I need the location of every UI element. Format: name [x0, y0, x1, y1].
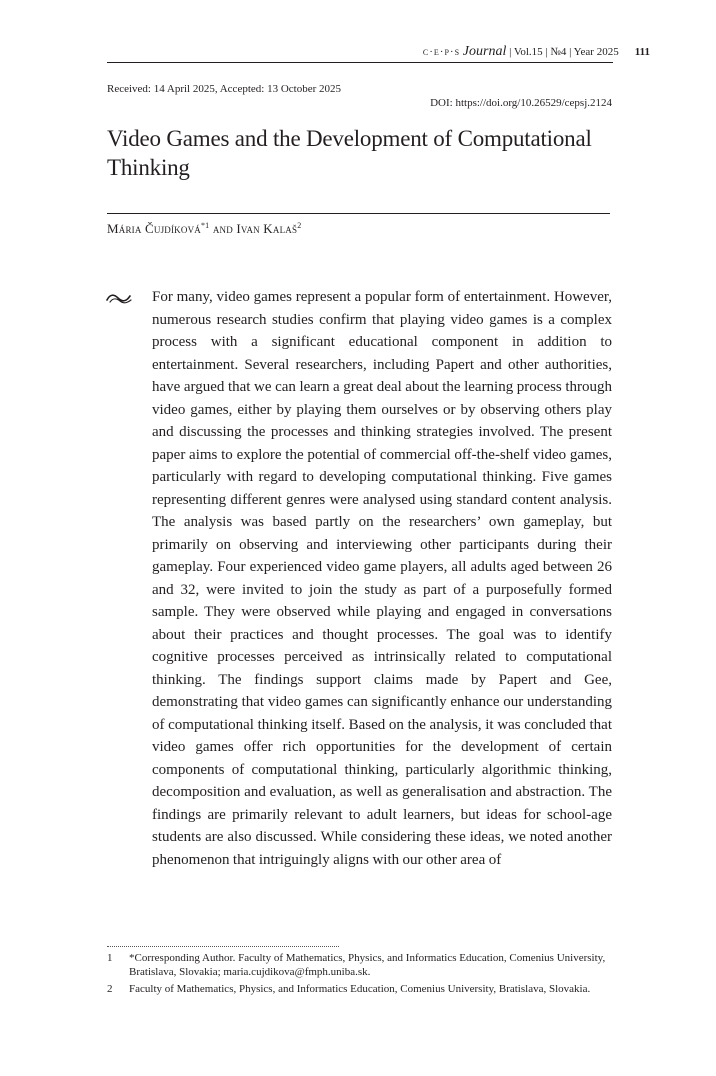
- footnote-1-text: *Corresponding Author. Faculty of Mathematics, Physics, and Informatics Education, Comenius University, Bratislava, Slovakia; maria.cujdikova@fmph.uniba.sk.: [129, 952, 606, 978]
- author-2-footnote-mark: 2: [297, 221, 302, 230]
- running-header: [107, 44, 650, 60]
- page-number: 111: [634, 46, 650, 58]
- received-accepted-dates: Received: 14 April 2025, Accepted: 13 October 2025: [107, 83, 341, 95]
- footnote-divider: [107, 946, 339, 947]
- footnote-1-number: 1: [107, 952, 113, 964]
- author-1-name: Mária Čujdíková: [107, 221, 201, 236]
- authors-divider: [107, 213, 610, 214]
- tilde-icon: [106, 292, 132, 304]
- footnote-2: [107, 982, 612, 996]
- journal-name: Journal: [462, 44, 507, 59]
- journal-meta: | Vol.15 | №4 | Year 2025: [506, 46, 619, 58]
- journal-prefix: c·e·p·s: [422, 46, 461, 58]
- header-divider: [107, 62, 613, 63]
- abstract: [152, 286, 612, 871]
- footnote-2-text: Faculty of Mathematics, Physics, and Informatics Education, Comenius University, Bratislava, Slovakia.: [129, 983, 591, 995]
- author-2-name: Ivan Kalaš: [236, 221, 298, 236]
- doi-line: DOI: https://doi.org/10.26529/cepsj.2124: [430, 97, 612, 109]
- author-1-footnote-marks: *1: [200, 221, 210, 230]
- author-list: [107, 219, 301, 239]
- footnote-1: [107, 951, 612, 979]
- abstract-text: For many, video games represent a popular form of entertainment. However, numerous research studies confirm that playing video games is a complex process with a significant educational component in addition to entertainment. Several researchers, including Papert and other authorities, have argued that we can learn a great deal about the learning process through video games, either by playing them ourselves or by observing others play and discussing the processes and thinking strategies involved. The present paper aims to explore the potential of commercial off-the-shelf video games, particularly with regard to developing computational thinking. Five games representing different genres were analysed using standard content analysis. The analysis was based partly on the researchers’ own gameplay, but primarily on observing and interviewing other participants during their gameplay. Four experienced video game players, all adults aged between 26 and 32, were invited to join the study as part of a purposefully formed sample. They were observed while playing and engaged in conversations about their practices and thought processes. The goal was to identify cognitive processes perceived as intrinsically related to computational thinking. The findings support claims made by Papert and Gee, demonstrating that video games can significantly enhance our understanding of computational thinking itself. Based on the analysis, it was concluded that video games offer rich opportunities for the development of certain components of computational thinking, particularly algorithmic thinking, decomposition and evaluation, as well as generalisation and abstraction. The findings are primarily relevant to adult learners, but ideas for school-age students are also discussed. While considering these ideas, we noted another phenomenon that intriguingly aligns with our other area of: [152, 289, 612, 868]
- footnote-2-number: 2: [107, 983, 113, 995]
- article-title: Video Games and the Development of Computational Thinking: [107, 126, 592, 180]
- author-connector: and: [209, 221, 237, 236]
